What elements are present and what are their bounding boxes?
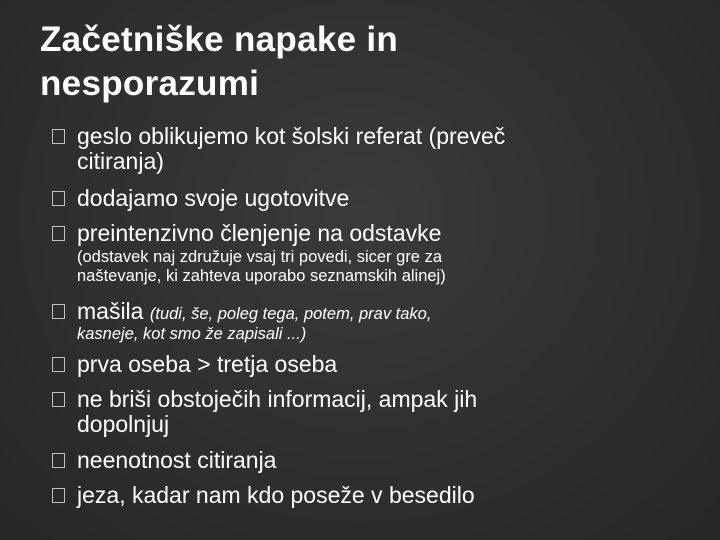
bullet-text-6: ne briši obstoječih informacij, ampak jih dopolnjuj: [77, 386, 478, 437]
missing-glyph-box-icon: [52, 488, 65, 503]
bullet-text-3: preintenzivno členjenje na odstavke: [77, 220, 442, 246]
missing-glyph-box-icon: [52, 392, 65, 407]
bullet-item-6: [52, 387, 692, 437]
title-line-1: Začetniške napake in: [40, 20, 399, 59]
missing-glyph-box-icon: [52, 226, 65, 241]
bullet-item-8: [52, 483, 692, 508]
missing-glyph-box-icon: [52, 357, 65, 372]
mashila-examples-continued: kasneje, kot smo že zapisali ...): [77, 325, 307, 343]
subnote-line-2: naštevanje, ki zahteva uporabo seznamskih alinej): [77, 267, 446, 285]
bullet-text-5: prva oseba > tretja oseba: [77, 351, 338, 377]
subnote-line-1: (odstavek naj združuje vsaj tri povedi, sicer gre za: [77, 248, 442, 266]
bullet-item-3: [52, 221, 692, 246]
bullet-item-5: [52, 352, 692, 377]
mashila-label: mašila: [77, 298, 144, 324]
mashila-examples: (tudi, še, poleg tega, potem, prav tako,: [149, 305, 432, 323]
bullet-text-4: [77, 299, 692, 327]
missing-glyph-box-icon: [52, 453, 65, 468]
title-line-2: nesporazumi: [40, 64, 260, 103]
missing-glyph-box-icon: [52, 304, 65, 319]
bullet-item-1: [52, 124, 692, 174]
bullet-item-2: [52, 186, 692, 211]
bullet-item-4: [52, 299, 692, 327]
bullet-text-2: dodajamo svoje ugotovitve: [77, 185, 350, 211]
bullet-text-7: neenotnost citiranja: [77, 447, 277, 473]
bullet-text-8: jeza, kadar nam kdo poseže v besedilo: [77, 482, 475, 508]
bullet-text-1: geslo oblikujemo kot šolski referat (preveč citiranja): [77, 123, 506, 174]
missing-glyph-box-icon: [52, 191, 65, 206]
bullet-item-7: [52, 448, 692, 473]
missing-glyph-box-icon: [52, 129, 65, 144]
bullet-subnote: [77, 248, 677, 286]
